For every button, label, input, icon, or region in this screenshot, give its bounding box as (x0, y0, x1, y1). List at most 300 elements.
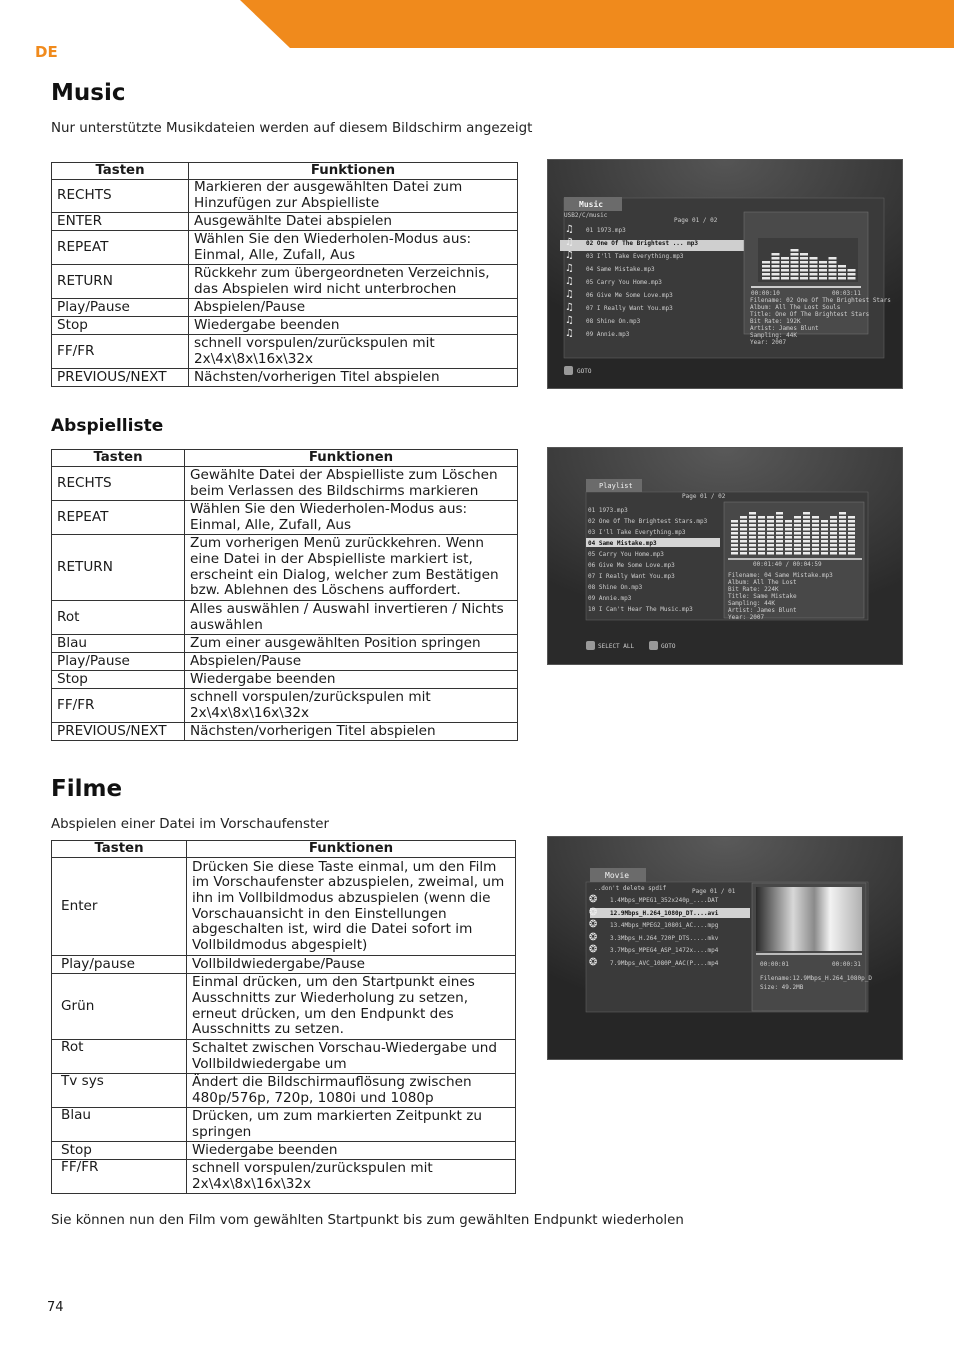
key-cell: FF/FR (52, 1160, 187, 1194)
table-header-row (52, 450, 518, 467)
screen-file-item: 05 Carry You Home.mp3 (588, 551, 664, 558)
function-cell: Wiedergabe beenden (189, 317, 518, 335)
equalizer-segment (794, 540, 801, 543)
equalizer-segment (740, 520, 747, 523)
equalizer-segment (830, 524, 837, 527)
equalizer-segment (781, 269, 789, 272)
screen-info-line: Album: All The Lost Souls (750, 304, 841, 311)
equalizer-segment (762, 269, 770, 272)
equalizer-segment (800, 265, 808, 268)
equalizer-segment (781, 257, 789, 260)
table-row (52, 1142, 516, 1160)
function-cell: Schaltet zwischen Vorschau-Wiedergabe und Vollbildwiedergabe um (187, 1040, 516, 1074)
equalizer-segment (758, 528, 765, 531)
equalizer-segment (839, 540, 846, 543)
equalizer-segment (838, 273, 846, 276)
screen-file-item: 01 1973.mp3 (588, 507, 628, 514)
equalizer-segment (848, 269, 856, 272)
equalizer-segment (781, 261, 789, 264)
function-cell: schnell vorspulen/zurückspulen mit 2x\4x\8x\16x\32x (189, 335, 518, 369)
film-reel-icon: ❂ (589, 944, 598, 955)
equalizer-segment (749, 524, 756, 527)
music-note-icon: ♫ (565, 263, 574, 274)
key-cell: RECHTS (52, 180, 189, 213)
equalizer-segment (740, 528, 747, 531)
equalizer-segment (762, 273, 770, 276)
equalizer-segment (772, 265, 780, 268)
screen-file-item: 03 I'll Take Everything.mp3 (588, 529, 686, 536)
equalizer-segment (740, 544, 747, 547)
screen-file-item: 3.7Mbps_MPEG4_ASP_1472x....mp4 (610, 947, 719, 954)
film-reel-icon: ❂ (589, 906, 598, 918)
function-cell: schnell vorspulen/zurückspulen mit 2x\4x\8x\16x\32x (185, 689, 518, 723)
equalizer-segment (785, 524, 792, 527)
function-cell: Drücken Sie diese Taste einmal, um den Film im Vorschaufenster abzuspielen, zweimal, um ihn im Vollbildmodus abzuspielen (wenn die Vorschauansicht in den Einstellungen abgeschalten ist, wird die Datei sofort im Vollbildmodus abgespielt) (187, 858, 516, 956)
music-screen-path: USB2/C/music (564, 212, 608, 219)
equalizer-segment (785, 536, 792, 539)
screen-file-item: 13.4Mbps_MPEG2_1080i_AC....mpg (610, 922, 719, 929)
equalizer-segment (803, 552, 810, 555)
table-row (52, 1074, 516, 1108)
table-row (52, 956, 516, 974)
equalizer-segment (812, 516, 819, 519)
equalizer-segment (740, 536, 747, 539)
function-cell: Vollbildwiedergabe/Pause (187, 956, 516, 974)
screen-info-line: Year: 2007 (728, 614, 765, 621)
equalizer-segment (794, 548, 801, 551)
equalizer-segment (810, 257, 818, 260)
equalizer-segment (812, 552, 819, 555)
movie-screen-page: Page 01 / 01 (692, 888, 736, 895)
equalizer-segment (848, 552, 855, 555)
equalizer-segment (839, 536, 846, 539)
screen-file-item: 3.3Mbps_H.264_720P_DTS.....mkv (610, 934, 719, 942)
music-heading: Music (51, 80, 126, 106)
equalizer-segment (794, 544, 801, 547)
screen-info-line: Title: Same Mistake (728, 593, 797, 600)
equalizer-segment (758, 516, 765, 519)
equalizer-segment (829, 269, 837, 272)
equalizer-segment (803, 524, 810, 527)
equalizer-segment (830, 520, 837, 523)
table-row (52, 180, 518, 213)
equalizer-segment (791, 277, 799, 280)
equalizer-segment (803, 544, 810, 547)
playlist-key-table (51, 449, 518, 741)
music-note-icon: ♫ (565, 237, 574, 248)
function-cell: Wiedergabe beenden (187, 1142, 516, 1160)
screen-info-line: Sampling: 44K (750, 332, 797, 339)
music-goto-label: GOTO (577, 368, 592, 375)
music-time-left: 00:00:10 (751, 290, 780, 297)
music-screen-tab: Music (579, 200, 604, 209)
key-cell: Stop (52, 317, 189, 335)
table-row (52, 671, 518, 689)
movie-time-right: 00:00:31 (832, 961, 861, 968)
equalizer-segment (848, 528, 855, 531)
music-time-right: 00:03:11 (832, 290, 861, 297)
equalizer-segment (776, 512, 783, 515)
film-reel-icon: ❂ (589, 931, 598, 943)
screen-info-line: Filename: 04 Same Mistake.mp3 (728, 572, 833, 579)
equalizer-segment (776, 540, 783, 543)
music-screen-image (547, 159, 903, 389)
equalizer-segment (785, 532, 792, 535)
screen-file-item: 05 Carry You Home.mp3 (586, 279, 662, 286)
equalizer-segment (800, 273, 808, 276)
playlist-heading: Abspielliste (51, 416, 164, 436)
equalizer-segment (767, 552, 774, 555)
equalizer-segment (731, 520, 738, 523)
key-cell: Play/Pause (52, 653, 185, 671)
key-cell: ENTER (52, 213, 189, 231)
equalizer-segment (776, 544, 783, 547)
equalizer-segment (821, 524, 828, 527)
equalizer-segment (776, 552, 783, 555)
equalizer-segment (781, 277, 789, 280)
column-header-keys: Tasten (52, 450, 185, 467)
screen-info-line: Title: One Of The Brightest Stars (750, 311, 870, 318)
screen-file-item: 02 One Of The Brightest ... mp3 (586, 240, 698, 247)
screen-file-item: 04 Same Mistake.mp3 (588, 540, 657, 547)
column-header-functions: Funktionen (189, 163, 518, 180)
equalizer-segment (848, 536, 855, 539)
equalizer-segment (848, 548, 855, 551)
equalizer-segment (800, 261, 808, 264)
equalizer-segment (800, 269, 808, 272)
movie-time-left: 00:00:01 (760, 961, 789, 968)
equalizer-segment (803, 520, 810, 523)
music-intro: Nur unterstützte Musikdateien werden auf diesem Bildschirm angezeigt (51, 121, 533, 136)
equalizer-segment (821, 536, 828, 539)
screen-info-line: Artist: James Blunt (728, 607, 797, 614)
equalizer-segment (767, 528, 774, 531)
equalizer-segment (785, 552, 792, 555)
equalizer-segment (794, 552, 801, 555)
function-cell: Zum einer ausgewählten Position springen (185, 635, 518, 653)
equalizer-segment (800, 277, 808, 280)
equalizer-segment (785, 540, 792, 543)
table-row (52, 858, 516, 956)
key-cell: PREVIOUS/NEXT (52, 723, 185, 741)
equalizer-segment (749, 540, 756, 543)
equalizer-segment (848, 544, 855, 547)
function-cell: Ausgewählte Datei abspielen (189, 213, 518, 231)
equalizer-segment (767, 516, 774, 519)
key-cell: Tv sys (52, 1074, 187, 1108)
equalizer-segment (785, 548, 792, 551)
equalizer-segment (776, 520, 783, 523)
equalizer-segment (829, 273, 837, 276)
table-row (52, 335, 518, 369)
equalizer-segment (803, 516, 810, 519)
equalizer-segment (829, 265, 837, 268)
screen-info-line: Sampling: 44K (728, 600, 775, 607)
screen-info-line: Year: 2007 (750, 339, 787, 346)
equalizer-segment (838, 277, 846, 280)
movie-screen-image (547, 836, 903, 1060)
key-cell: FF/FR (52, 335, 189, 369)
equalizer-segment (740, 548, 747, 551)
screen-file-item: 07 I Really Want You.mp3 (586, 305, 673, 312)
table-row (52, 535, 518, 601)
equalizer-segment (758, 536, 765, 539)
equalizer-segment (803, 532, 810, 535)
equalizer-segment (839, 516, 846, 519)
function-cell: Drücken, um zum markierten Zeitpunkt zu springen (187, 1108, 516, 1142)
screen-file-item: 09 Annie.mp3 (586, 331, 630, 338)
equalizer-segment (812, 536, 819, 539)
table-row (52, 653, 518, 671)
screen-file-item: 06 Give Me Some Love.mp3 (588, 562, 675, 569)
function-cell: Abspielen/Pause (189, 299, 518, 317)
equalizer-segment (749, 544, 756, 547)
key-cell: REPEAT (52, 231, 189, 265)
equalizer-segment (810, 269, 818, 272)
function-cell: schnell vorspulen/zurückspulen mit 2x\4x\8x\16x\32x (187, 1160, 516, 1194)
screen-file-item: 07 I Really Want You.mp3 (588, 573, 675, 580)
equalizer-segment (749, 520, 756, 523)
equalizer-segment (731, 552, 738, 555)
equalizer-segment (731, 544, 738, 547)
equalizer-segment (731, 524, 738, 527)
equalizer-segment (762, 265, 770, 268)
equalizer-segment (839, 544, 846, 547)
equalizer-segment (749, 532, 756, 535)
key-cell: Blau (52, 635, 185, 653)
function-cell: Wiedergabe beenden (185, 671, 518, 689)
key-cell: Blau (52, 1108, 187, 1142)
function-cell: Wählen Sie den Wiederholen-Modus aus: Einmal, Alle, Zufall, Aus (185, 501, 518, 535)
movies-heading: Filme (51, 776, 123, 802)
equalizer-segment (812, 524, 819, 527)
equalizer-segment (776, 528, 783, 531)
equalizer-segment (791, 253, 799, 256)
screen-info-line: Bit Rate: 192K (750, 318, 801, 325)
screen-file-item: 09 Annie.mp3 (588, 595, 632, 602)
equalizer-segment (740, 516, 747, 519)
playlist-screen-tab: Playlist (599, 482, 633, 490)
equalizer-segment (772, 253, 780, 256)
equalizer-segment (821, 548, 828, 551)
equalizer-segment (749, 548, 756, 551)
equalizer-segment (776, 548, 783, 551)
equalizer-segment (829, 277, 837, 280)
equalizer-segment (812, 540, 819, 543)
equalizer-segment (740, 540, 747, 543)
equalizer-segment (785, 544, 792, 547)
equalizer-segment (767, 524, 774, 527)
equalizer-segment (821, 532, 828, 535)
equalizer-segment (800, 253, 808, 256)
table-row (52, 467, 518, 501)
playlist-time: 00:01:40 / 00:04:59 (753, 561, 822, 568)
table-row (52, 723, 518, 741)
equalizer-segment (830, 540, 837, 543)
equalizer-segment (810, 265, 818, 268)
equalizer-segment (821, 528, 828, 531)
equalizer-segment (819, 261, 827, 264)
screen-file-item: 04 Same Mistake.mp3 (586, 266, 655, 273)
equalizer-segment (830, 516, 837, 519)
table-row (52, 601, 518, 635)
movie-screen-graphic (548, 837, 902, 1059)
equalizer-segment (731, 536, 738, 539)
column-header-functions: Funktionen (187, 841, 516, 858)
screen-file-item: 1.4Mbps_MPEG1_352x240p_....DAT (610, 897, 719, 904)
table-header-row (52, 163, 518, 180)
equalizer-segment (776, 532, 783, 535)
movies-intro: Abspielen einer Datei im Vorschaufenster (51, 817, 329, 832)
function-cell: Rückkehr zum übergeordneten Verzeichnis, das Abspielen wird nicht unterbrochen (189, 265, 518, 299)
equalizer-segment (830, 544, 837, 547)
column-header-keys: Tasten (52, 841, 187, 858)
key-cell: Stop (52, 1142, 187, 1160)
key-cell: FF/FR (52, 689, 185, 723)
equalizer-segment (740, 532, 747, 535)
equalizer-segment (812, 528, 819, 531)
function-cell: Wählen Sie den Wiederholen-Modus aus: Einmal, Alle, Zufall, Aus (189, 231, 518, 265)
equalizer-segment (772, 261, 780, 264)
music-note-icon: ♫ (565, 250, 574, 261)
equalizer-segment (791, 265, 799, 268)
equalizer-segment (791, 257, 799, 260)
equalizer-segment (776, 524, 783, 527)
equalizer-segment (821, 540, 828, 543)
film-reel-icon: ❂ (589, 919, 598, 930)
equalizer-segment (749, 536, 756, 539)
equalizer-segment (848, 273, 856, 276)
equalizer-segment (829, 261, 837, 264)
equalizer-segment (791, 249, 799, 252)
movie-screen-path: ..don't delete spdif (594, 885, 667, 892)
equalizer-segment (794, 516, 801, 519)
screen-info-line: Filename:12.9Mbps_H.264_1080p_D (760, 975, 872, 982)
function-cell: Zum vorherigen Menü zurückkehren. Wenn eine Datei in der Abspielliste markiert ist, erscheint ein Dialog, welcher zum Bestätigen bzw. Ablehnen des Löschens auffordert. (185, 535, 518, 601)
equalizer-segment (848, 524, 855, 527)
equalizer-segment (830, 548, 837, 551)
equalizer-segment (812, 532, 819, 535)
equalizer-segment (791, 261, 799, 264)
film-reel-icon: ❂ (589, 894, 598, 905)
playlist-screen-image (547, 447, 903, 665)
equalizer-segment (772, 277, 780, 280)
key-cell: Play/pause (52, 956, 187, 974)
equalizer-segment (839, 520, 846, 523)
key-cell: PREVIOUS/NEXT (52, 369, 189, 387)
function-cell: Ändert die Bildschirmauflösung zwischen 480p/576p, 720p, 1080i und 1080p (187, 1074, 516, 1108)
equalizer-segment (803, 536, 810, 539)
screen-info-line: Album: All The Lost (728, 579, 797, 586)
equalizer-segment (767, 520, 774, 523)
equalizer-segment (785, 520, 792, 523)
table-row (52, 689, 518, 723)
equalizer-segment (731, 532, 738, 535)
equalizer-segment (830, 536, 837, 539)
key-cell: REPEAT (52, 501, 185, 535)
table-row (52, 299, 518, 317)
equalizer-segment (830, 552, 837, 555)
key-cell: RECHTS (52, 467, 185, 501)
header-band (0, 0, 954, 48)
equalizer-segment (758, 552, 765, 555)
equalizer-segment (848, 277, 856, 280)
equalizer-segment (791, 269, 799, 272)
equalizer-segment (838, 265, 846, 268)
screen-info-line: Bit Rate: 224K (728, 586, 779, 593)
equalizer-segment (740, 552, 747, 555)
music-note-icon: ♫ (565, 302, 574, 313)
key-cell: Enter (52, 858, 187, 956)
equalizer-segment (812, 544, 819, 547)
equalizer-segment (749, 552, 756, 555)
screen-file-item: 02 One Of The Brightest Stars.mp3 (588, 518, 708, 525)
table-row (52, 265, 518, 299)
equalizer-segment (791, 273, 799, 276)
function-cell: Nächsten/vorherigen Titel abspielen (189, 369, 518, 387)
screen-file-item: 03 I'll Take Everything.mp3 (586, 253, 684, 260)
table-row (52, 974, 516, 1040)
equalizer-segment (740, 524, 747, 527)
select-all-label: SELECT ALL (598, 643, 635, 650)
music-note-icon: ♫ (565, 315, 574, 326)
equalizer-segment (749, 512, 756, 515)
equalizer-segment (819, 269, 827, 272)
function-cell: Markieren der ausgewählten Datei zum Hinzufügen zur Abspielliste (189, 180, 518, 213)
equalizer-segment (803, 528, 810, 531)
playlist-screen-page: Page 01 / 02 (682, 493, 726, 500)
equalizer-segment (839, 512, 846, 515)
equalizer-segment (762, 277, 770, 280)
movies-key-table (51, 840, 516, 1194)
equalizer-segment (810, 261, 818, 264)
language-tag: DE (35, 43, 58, 61)
key-cell: Grün (52, 974, 187, 1040)
screen-file-item: 7.9Mbps_AVC_1080P_AAC(P....mp4 (610, 959, 719, 967)
playlist-goto-label: GOTO (661, 643, 676, 650)
column-header-keys: Tasten (52, 163, 189, 180)
equalizer-segment (821, 544, 828, 547)
key-cell: Rot (52, 1040, 187, 1074)
equalizer-segment (749, 528, 756, 531)
equalizer-segment (767, 536, 774, 539)
equalizer-segment (839, 552, 846, 555)
function-cell: Nächsten/vorherigen Titel abspielen (185, 723, 518, 741)
function-cell: Abspielen/Pause (185, 653, 518, 671)
table-row (52, 317, 518, 335)
table-row (52, 369, 518, 387)
key-cell: Play/Pause (52, 299, 189, 317)
equalizer-segment (848, 540, 855, 543)
movies-outro: Sie können nun den Film vom gewählten Startpunkt bis zum gewählten Endpunkt wiederholen (51, 1213, 684, 1228)
screen-file-item: 08 Shine On.mp3 (588, 584, 643, 591)
table-row (52, 635, 518, 653)
equalizer-segment (819, 273, 827, 276)
equalizer-segment (781, 273, 789, 276)
equalizer-segment (758, 548, 765, 551)
equalizer-segment (731, 548, 738, 551)
equalizer-segment (819, 265, 827, 268)
equalizer-segment (731, 528, 738, 531)
equalizer-segment (785, 528, 792, 531)
equalizer-segment (758, 540, 765, 543)
table-row (52, 1160, 516, 1194)
equalizer-segment (758, 544, 765, 547)
equalizer-segment (829, 257, 837, 260)
music-note-icon: ♫ (565, 276, 574, 287)
equalizer-segment (794, 528, 801, 531)
equalizer-segment (772, 269, 780, 272)
